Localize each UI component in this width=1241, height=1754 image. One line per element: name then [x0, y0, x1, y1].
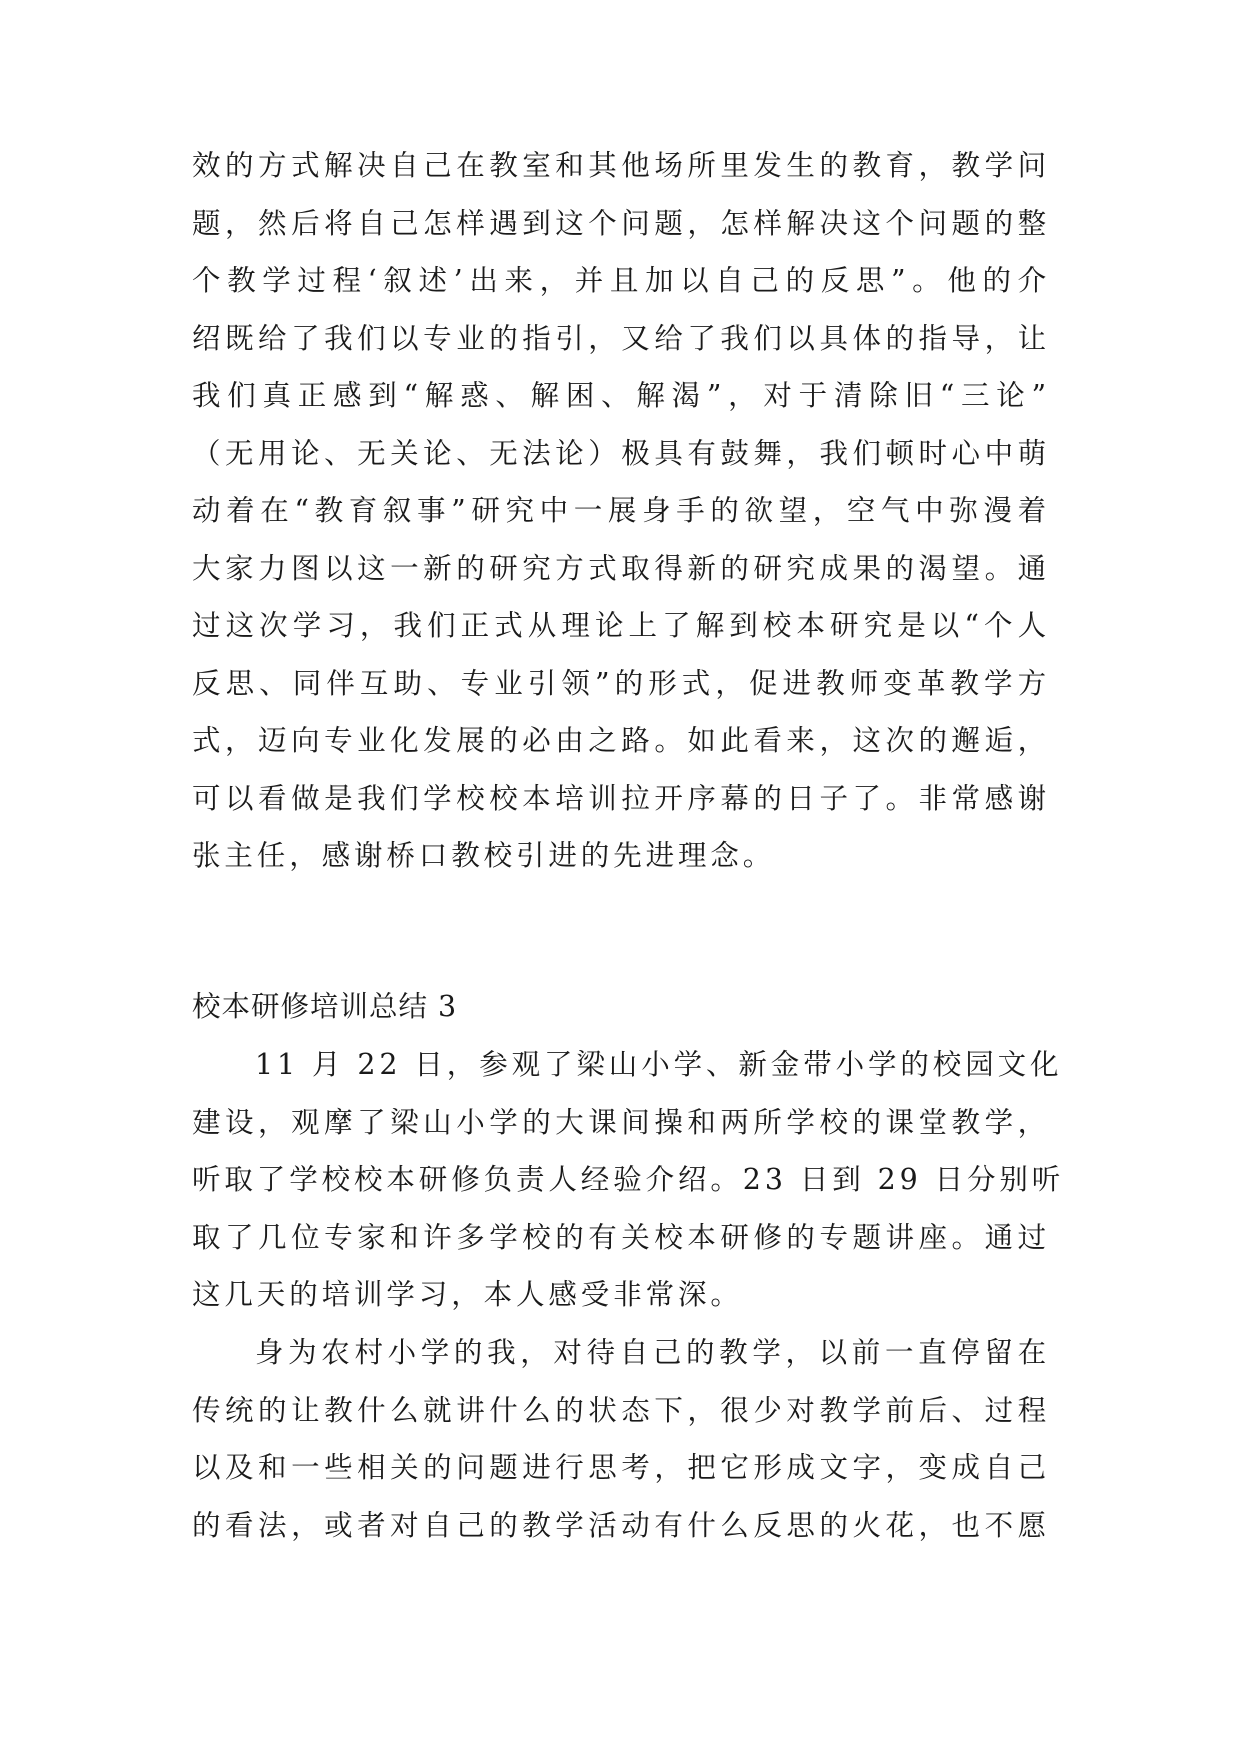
paragraph-line: 以及和一些相关的问题进行思考，把它形成文字，变成自己	[192, 1451, 1050, 1484]
paragraph-line: 反思、同伴互助、专业引领”的形式，促进教师变革教学方	[192, 666, 1050, 700]
paragraph-line: （无用论、无关论、无法论）极具有鼓舞，我们顿时心中萌	[192, 436, 1050, 470]
paragraph-line: 可以看做是我们学校校本培训拉开序幕的日子了。非常感谢	[192, 781, 1050, 815]
paragraph-line: 11 月 22 日，参观了梁山小学、新金带小学的校园文化	[255, 1048, 1063, 1081]
paragraph-line: 身为农村小学的我，对待自己的教学，以前一直停留在	[255, 1336, 1050, 1369]
paragraph-line: 式，迈向专业化发展的必由之路。如此看来，这次的邂逅，	[192, 724, 1050, 757]
paragraph-line: 建设，观摩了梁山小学的大课间操和两所学校的课堂教学，	[192, 1105, 1050, 1139]
paragraph-line: 取了几位专家和许多学校的有关校本研修的专题讲座。通过	[192, 1220, 1050, 1254]
paragraph-continuation	[192, 137, 1050, 885]
paragraph-line: 这几天的培训学习，本人感受非常深。	[192, 1278, 743, 1311]
paragraph-line: 大家力图以这一新的研究方式取得新的研究成果的渴望。通	[192, 551, 1050, 585]
section-heading: 校本研修培训总结 3	[192, 990, 458, 1023]
paragraph-dates	[192, 1036, 1065, 1324]
paragraph-line: 的看法，或者对自己的教学活动有什么反思的火花，也不愿	[192, 1508, 1050, 1542]
paragraph-line: 张主任，感谢桥口教校引进的先进理念。	[192, 839, 776, 872]
paragraph-line: 个教学过程‘叙述’出来，并且加以自己的反思”。他的介	[192, 264, 1050, 297]
paragraph-line: 绍既给了我们以专业的指引，又给了我们以具体的指导，让	[192, 321, 1050, 355]
paragraph-line: 题，然后将自己怎样遇到这个问题，怎样解决这个问题的整	[192, 206, 1050, 240]
paragraph-line: 我们真正感到“解惑、解困、解渴”，对于清除旧“三论”	[192, 379, 1050, 412]
paragraph-line: 效的方式解决自己在教室和其他场所里发生的教育，教学问	[192, 149, 1050, 182]
paragraph-line: 过这次学习，我们正式从理论上了解到校本研究是以“个人	[192, 609, 1050, 642]
paragraph-line: 动着在“教育叙事”研究中一展身手的欲望，空气中弥漫着	[192, 494, 1050, 527]
paragraph-reflection	[192, 1324, 1050, 1554]
paragraph-line: 传统的让教什么就讲什么的状态下，很少对教学前后、过程	[192, 1393, 1050, 1427]
paragraph-line: 听取了学校校本研修负责人经验介绍。23 日到 29 日分别听	[192, 1163, 1065, 1196]
